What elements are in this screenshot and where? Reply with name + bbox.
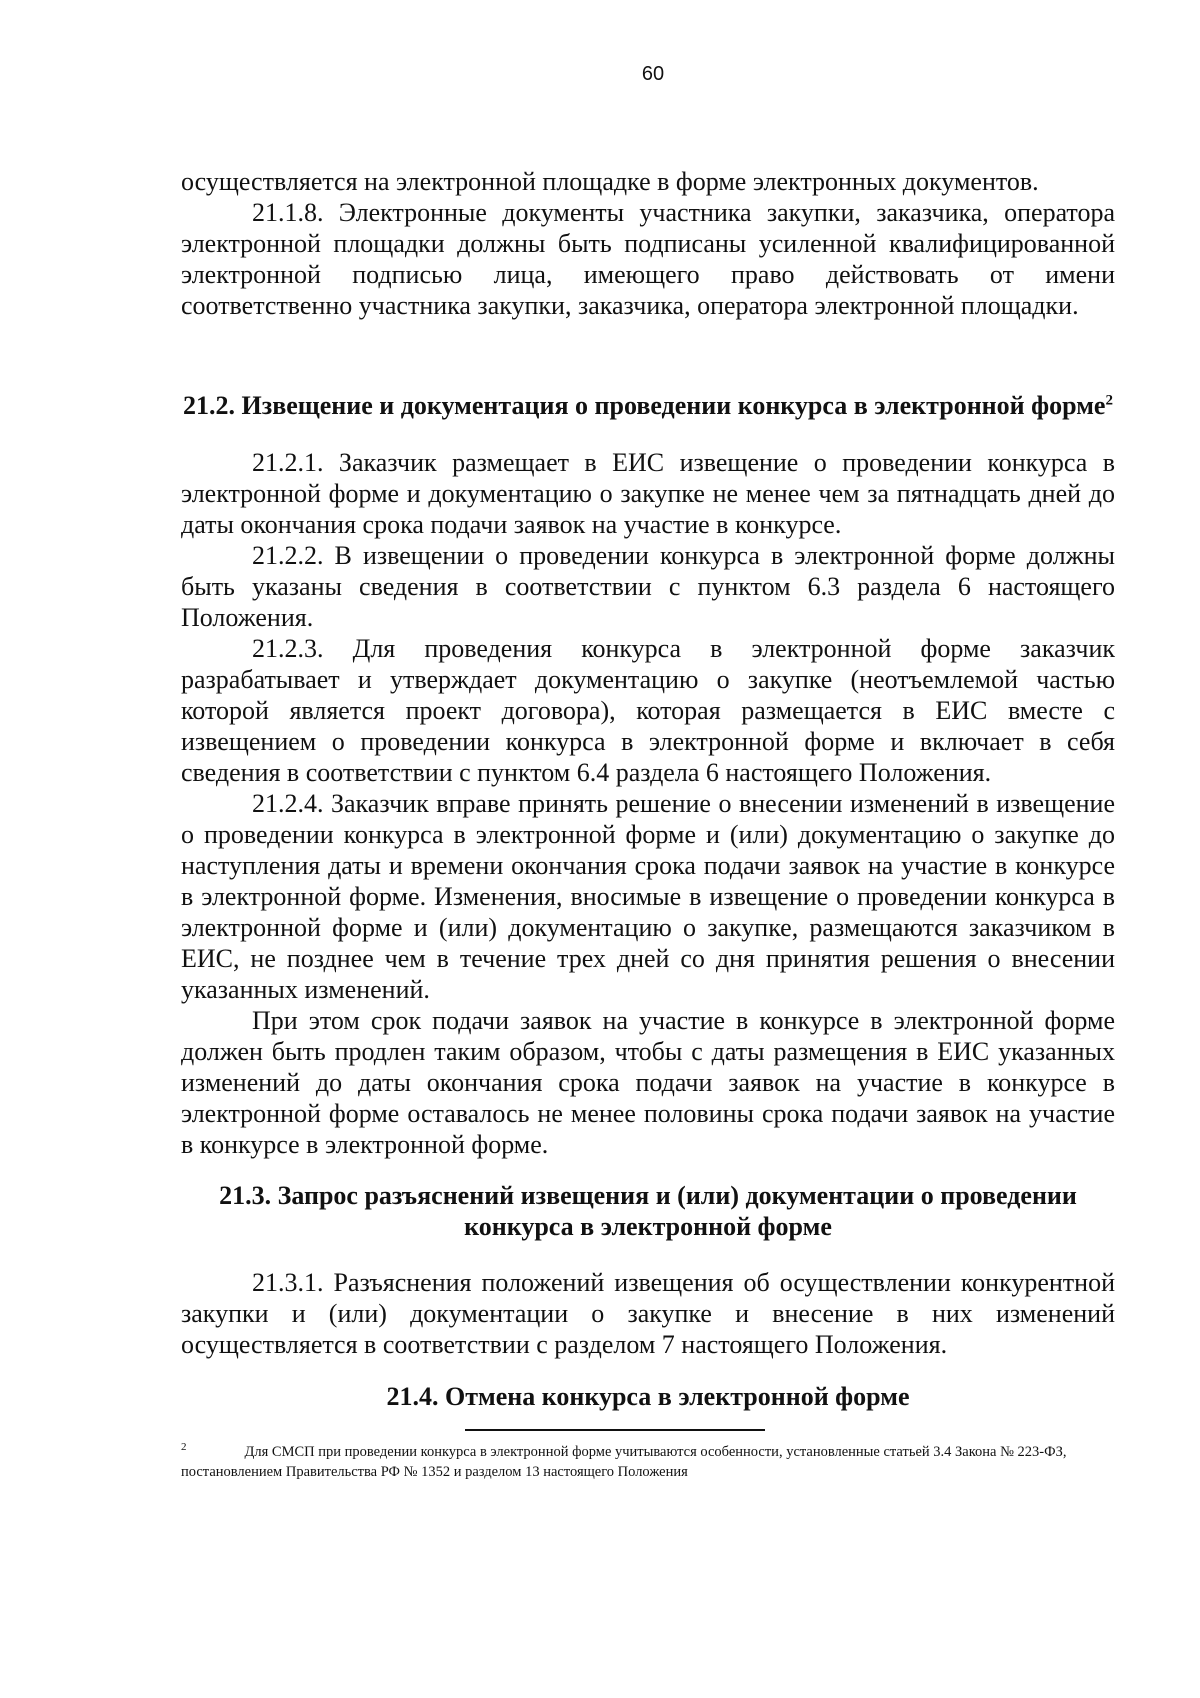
paragraph-21-2-3: 21.2.3. Для проведения конкурса в электронной форме заказчик разрабатывает и утверждает документацию о закупке (неотъемлемой частью которой является проект договора), которая размещается в ЕИС вместе с извещением о проведении конкурса в электронной форме и включает в себя сведения в соответствии с пунктом 6.4 раздела 6 настоящего Положения.	[181, 634, 1115, 787]
page-number: 60	[641, 63, 665, 85]
paragraph-continuation: осуществляется на электронной площадке в форме электронных документов.	[181, 167, 1039, 196]
document-page	[181, 60, 1115, 1482]
footnote	[181, 1442, 1115, 1482]
paragraph-21-3-1: 21.3.1. Разъяснения положений извещения об осуществлении конкурентной закупки и (или) документации о закупке и внесение в них изменений осуществляется в соответствии с разделом 7 настоящего Положения.	[181, 1268, 1115, 1359]
footnote-text: Для СМСП при проведении конкурса в электронной форме учитываются особенности, установленные статьей 3.4 Закона № 223-ФЗ, постановлением Правительства РФ № 1352 и разделом 13 настоящего Положения	[181, 1444, 1067, 1480]
paragraph-21-2-4-extension: При этом срок подачи заявок на участие в конкурсе в электронной форме должен быть продлен таким образом, чтобы с даты размещения в ЕИС указанных изменений до даты окончания срока подачи заявок на участие в конкурсе в электронной форме оставалось не менее половины срока подачи заявок на участие в конкурсе в электронной форме.	[181, 1006, 1115, 1159]
paragraph-21-2-2: 21.2.2. В извещении о проведении конкурса в электронной форме должны быть указаны сведения в соответствии с пунктом 6.3 раздела 6 настоящего Положения.	[181, 541, 1115, 632]
section-heading-21-2-text: 21.2. Извещение и документация о проведении конкурса в электронной форме	[183, 391, 1106, 420]
footnote-reference: 2	[1105, 392, 1113, 409]
footnote-divider	[465, 1429, 765, 1431]
section-heading-21-2	[181, 390, 1115, 421]
section-heading-21-3: 21.3. Запрос разъяснений извещения и (или) документации о проведении конкурса в электронной форме	[219, 1181, 1077, 1241]
section-heading-21-4: 21.4. Отмена конкурса в электронной форме	[386, 1382, 910, 1411]
paragraph-21-2-1: 21.2.1. Заказчик размещает в ЕИС извещение о проведении конкурса в электронной форме и документацию о закупке не менее чем за пятнадцать дней до даты окончания срока подачи заявок на участие в конкурсе.	[181, 448, 1115, 539]
paragraph-21-2-4: 21.2.4. Заказчик вправе принять решение о внесении изменений в извещение о проведении конкурса в электронной форме и (или) документацию о закупке до наступления даты и времени окончания срока подачи заявок на участие в конкурсе в электронной форме. Изменения, вносимые в извещение о проведении конкурса в электронной форме и (или) документацию о закупке, размещаются заказчиком в ЕИС, не позднее чем в течение трех дней со дня принятия решения о внесении указанных изменений.	[181, 789, 1115, 1004]
footnote-mark: 2	[181, 1441, 187, 1454]
paragraph-21-1-8: 21.1.8. Электронные документы участника закупки, заказчика, оператора электронной площадки должны быть подписаны усиленной квалифицированной электронной подписью лица, имеющего право действовать от имени соответственно участника закупки, заказчика, оператора электронной площадки.	[181, 198, 1115, 320]
